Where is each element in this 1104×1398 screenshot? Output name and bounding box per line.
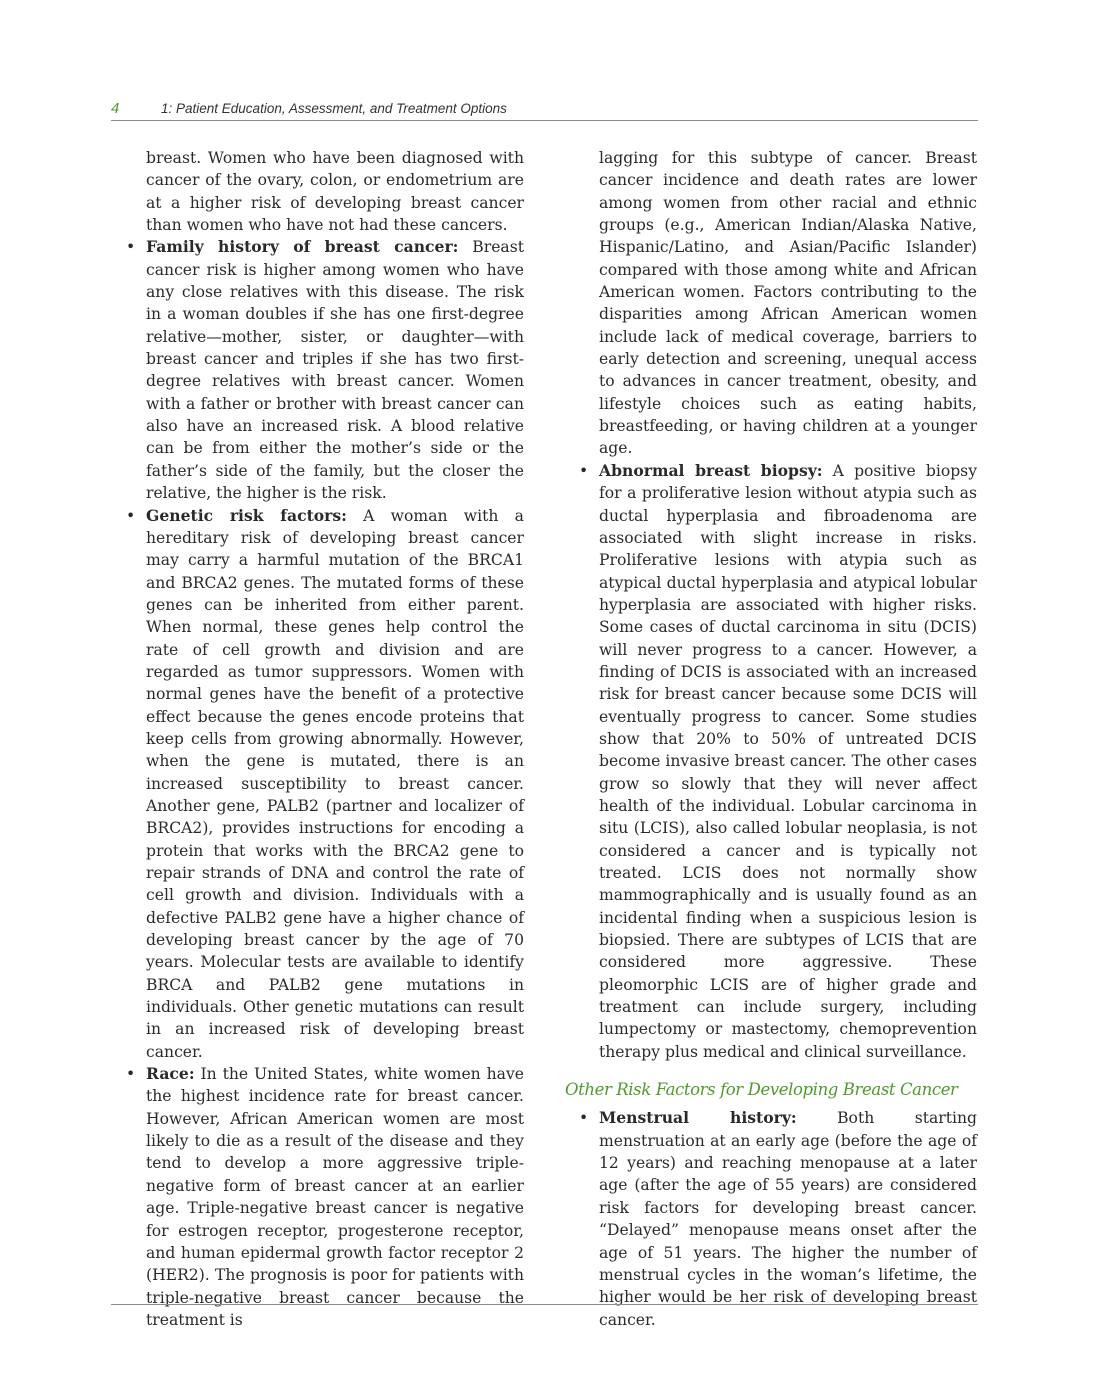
page-header	[111, 100, 978, 121]
bullet-text: A woman with a hereditary risk of developing breast cancer may carry a harmful mutation of the BRCA1 and BRCA2 genes. The mutated forms of these genes can be inherited from either parent. When normal, these genes help control the rate of cell growth and division and are regarded as tumor suppressors. Women with normal genes have the benefit of a protective effect because the genes encode proteins that keep cells from growing abnormally. However, when the gene is mutated, there is an increased susceptibility to breast cancer. Another gene, PALB2 (partner and localizer of BRCA2), provides instructions for encoding a protein that works with the BRCA2 gene to repair strands of DNA and control the rate of cell growth and division. Individuals with a defective PALB2 gene have a higher chance of developing breast cancer by the age of 70 years. Molecular tests are available to identify BRCA and PALB2 gene mutations in individuals. Other genetic mutations can result in an increased risk of developing breast cancer.	[146, 506, 524, 1061]
bullet-race	[146, 1063, 524, 1331]
bullet-text: A positive biopsy for a proliferative lesion without atypia such as ductal hyperplasia and fibroadenoma are associated with slight increase in risks. Proliferative lesions with atypia such as atypical ductal hyperplasia and atypical lobular hyperplasia are associated with higher risks. Some cases of ductal carcinoma in situ (DCIS) will never progress to a cancer. However, a finding of DCIS is associated with an increased risk for breast cancer because some DCIS will eventually progress to cancer. Some studies show that 20% to 50% of untreated DCIS become invasive breast cancer. The other cases grow so slowly that they will never affect health of the individual. Lobular carcinoma in situ (LCIS), also called lobular neoplasia, is not considered a cancer and is typically not treated. LCIS does not normally show mammographically and is usually found as an incidental finding when a suspicious lesion is biopsied. There are subtypes of LCIS that are considered more aggressive. These pleomorphic LCIS are of higher grade and treatment can include surgery, including lumpectomy or mastectomy, chemoprevention therapy plus medical and clinical surveillance.	[599, 461, 977, 1061]
footer-rule	[111, 1304, 978, 1305]
bullet-text: In the United States, white women have the highest incidence rate for breast cancer. However, African American women are most likely to die as a result of the disease and they tend to develop a more aggressive triple-negative form of breast cancer at an earlier age. Triple-negative breast cancer is negative for estrogen receptor, progesterone receptor, and human epidermal growth factor receptor 2 (HER2). The prognosis is poor for patients with triple-negative breast cancer because the treatment is	[146, 1065, 524, 1329]
continuation-paragraph: lagging for this subtype of cancer. Breast cancer incidence and death rates are lower among women from other racial and ethnic groups (e.g., American Indian/Alaska Native, Hispanic/Latino, and Asian/Pacific Islander) compared with those among white and African American women. Factors contributing to the disparities among African American women include lack of medical coverage, barriers to early detection and screening, unequal access to advances in cancer treatment, obesity, and lifestyle choices such as eating habits, breastfeeding, or having children at a younger age.	[599, 149, 977, 458]
running-head: 1: Patient Education, Assessment, and Treatment Options	[161, 101, 507, 116]
bullet-family-history	[146, 236, 524, 504]
bullet-abnormal-biopsy	[599, 460, 977, 1063]
bullet-term: Genetic risk factors:	[146, 505, 347, 525]
bullet-genetic-risk	[146, 505, 524, 1064]
intro-paragraph: breast. Women who have been diagnosed with cancer of the ovary, colon, or endometrium are at a higher risk of developing breast cancer than women who have not had these cancers.	[146, 149, 524, 235]
page-number: 4	[111, 100, 120, 117]
right-column	[565, 147, 977, 1331]
bullet-text: Breast cancer risk is higher among women who have any close relatives with this disease. The risk in a woman doubles if she has one first-degree relative—mother, sister, or daughter—with breast cancer and triples if she has two first-degree relatives with breast cancer. Women with a father or brother with breast cancer can also have an increased risk. A blood relative can be from either the mother’s side or the father’s side of the family, but the closer the relative, the higher is the risk.	[146, 238, 524, 503]
bullet-term: Abnormal breast biopsy:	[599, 460, 823, 480]
bullet-text: Both starting menstruation at an early age (before the age of 12 years) and reaching menopause at a later age (after the age of 55 years) are considered risk factors for developing breast cancer. “Delayed” menopause means onset after the age of 51 years. The higher the number of menstrual cycles in the woman’s lifetime, the higher would be her risk of developing breast cancer.	[599, 1109, 977, 1329]
bullet-menstrual-history	[599, 1107, 977, 1330]
left-column	[146, 147, 524, 1331]
bullet-term: Family history of breast cancer:	[146, 237, 459, 257]
bullet-term: Menstrual history:	[599, 1108, 797, 1128]
section-subheading: Other Risk Factors for Developing Breast Cancer	[565, 1080, 958, 1100]
bullet-term: Race:	[146, 1064, 195, 1084]
